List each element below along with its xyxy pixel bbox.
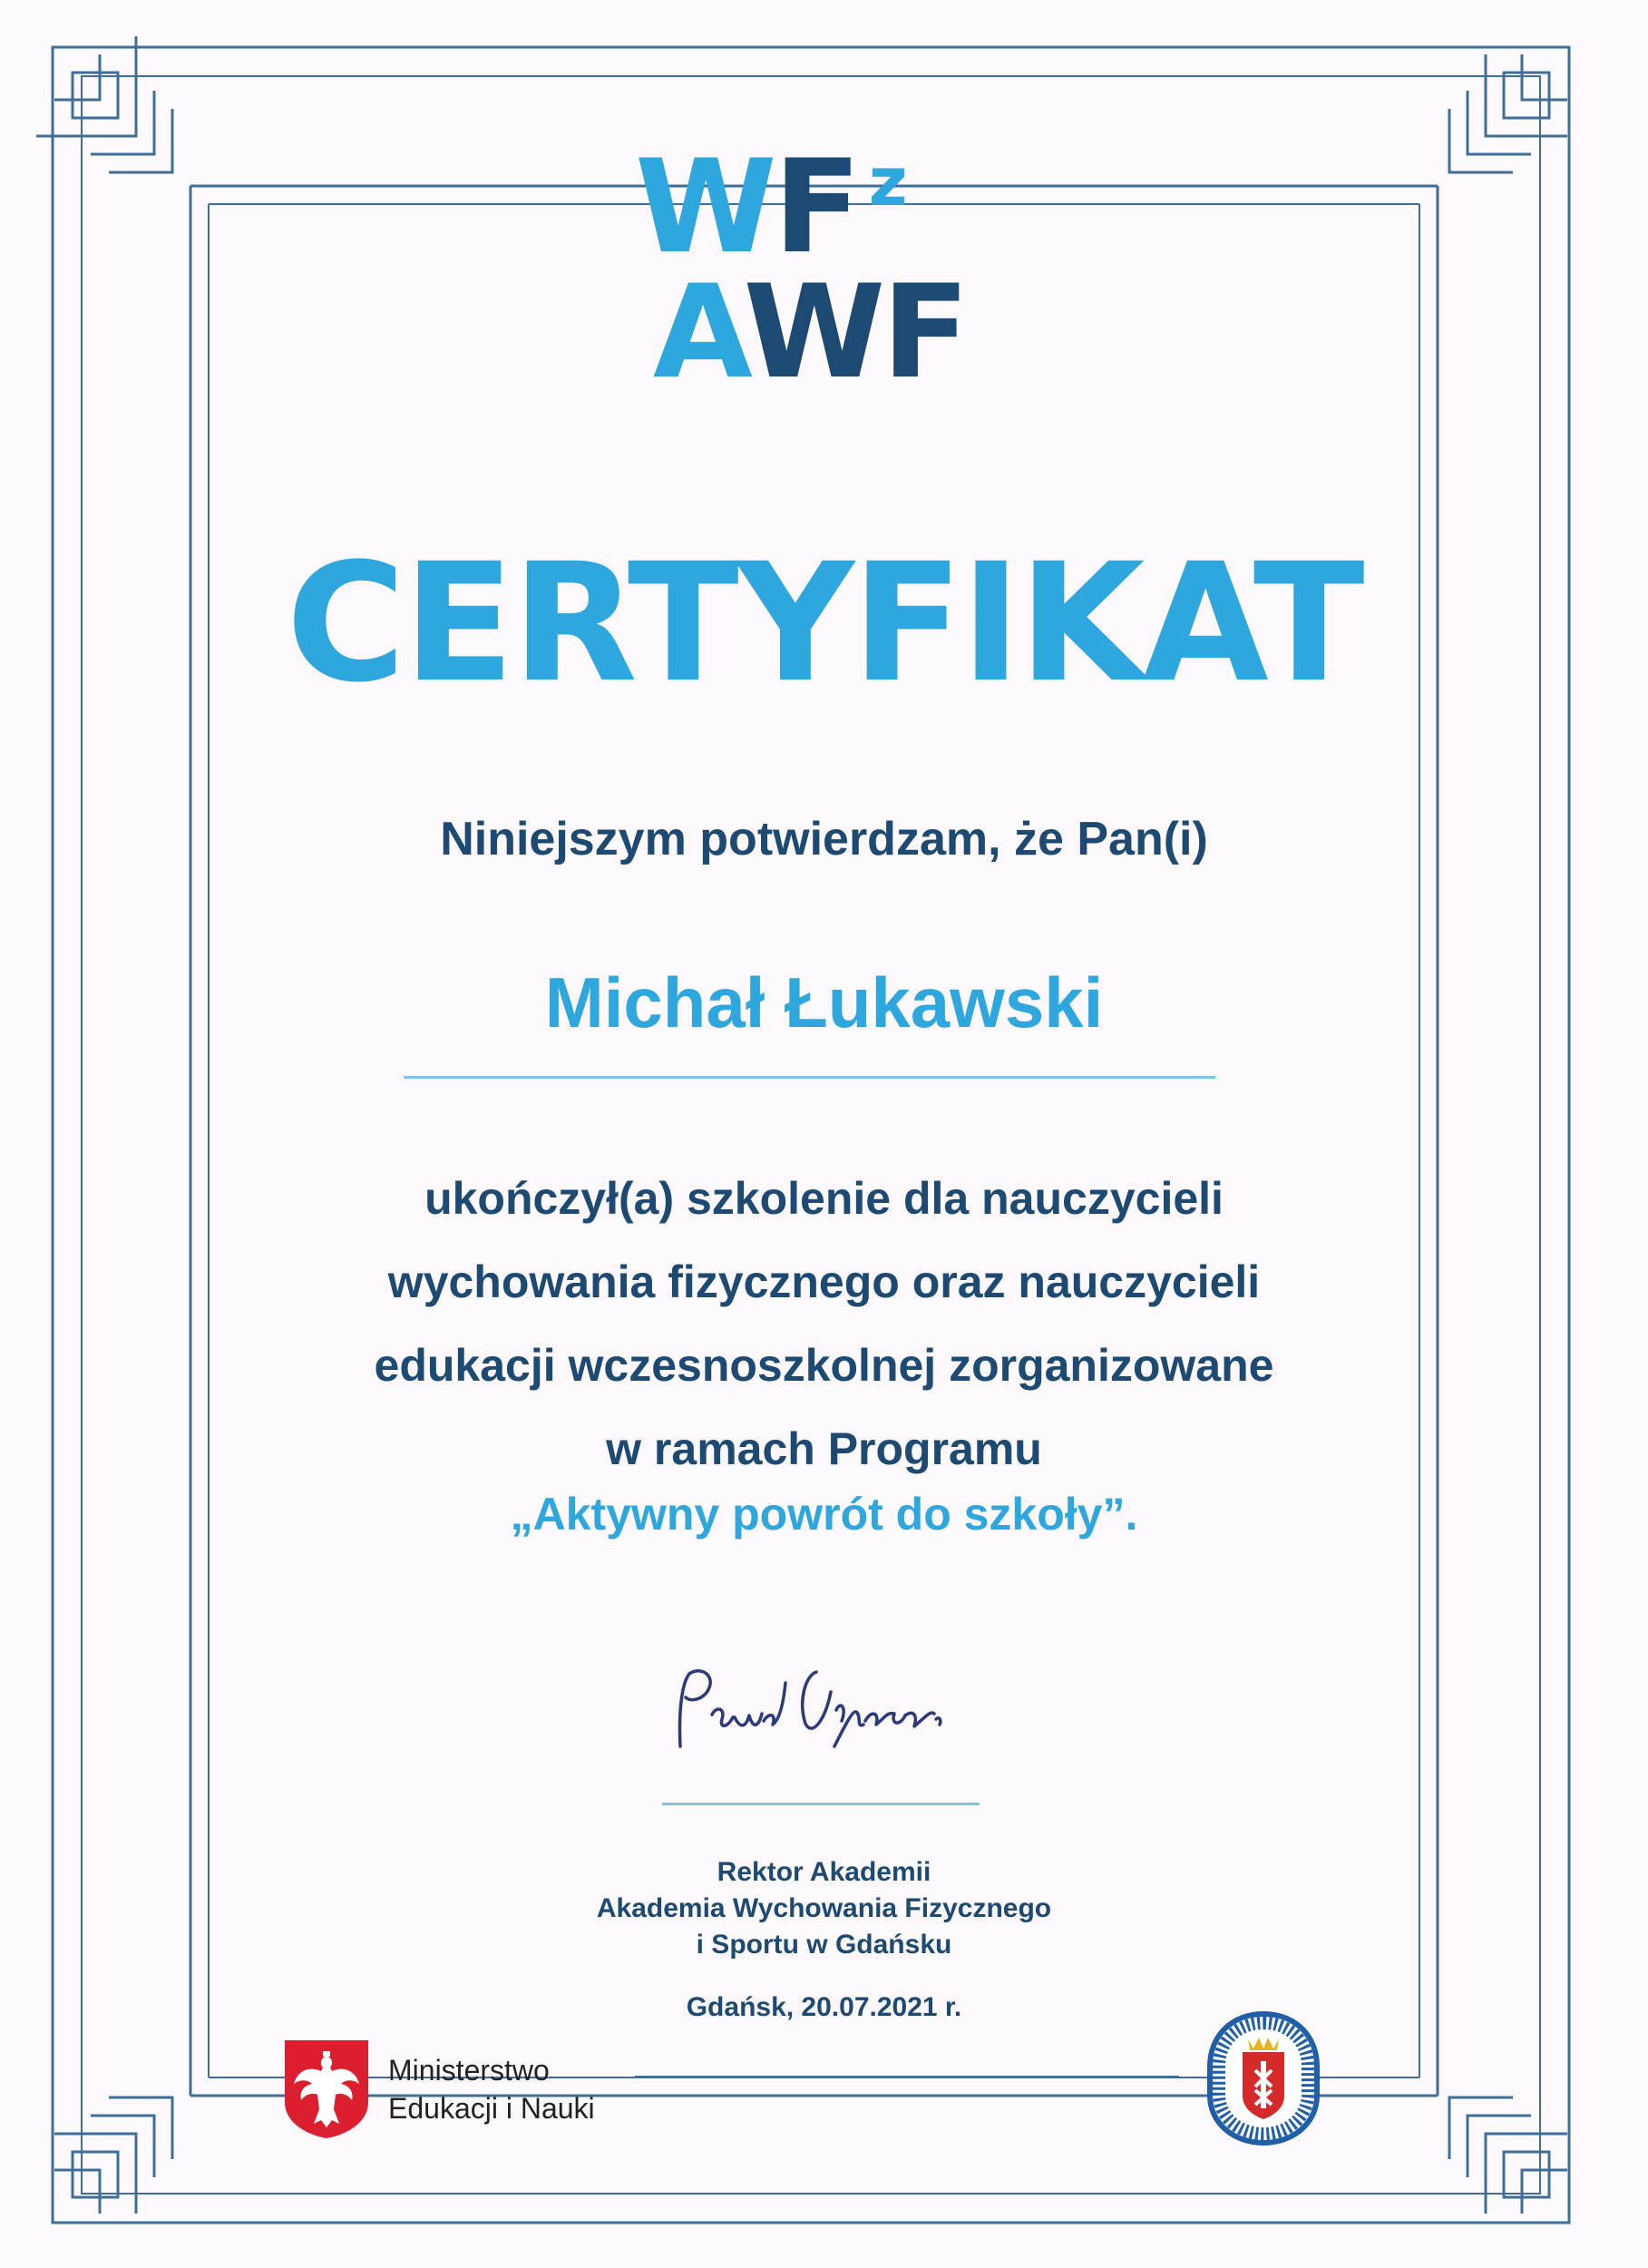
bottom-divider <box>635 2076 1179 2078</box>
logo-letter: F <box>773 132 858 282</box>
handwritten-signature <box>662 1637 980 1774</box>
signatory-institution: i Sportu w Gdańsku <box>696 1930 952 1960</box>
recipient-name: Michał Łukawski <box>544 963 1104 1042</box>
body-line: w ramach Programu <box>606 1423 1042 1474</box>
logo-letter: F <box>882 258 967 407</box>
logo-letter: A <box>653 258 744 407</box>
certificate-body <box>0 1157 1648 1491</box>
body-line: edukacji wczesnoszkolnej zorganizowane <box>374 1340 1274 1391</box>
logo-letter: W <box>635 132 774 282</box>
logo-letter: W <box>743 258 883 407</box>
program-name: „Aktywny powrót do szkoły”. <box>510 1489 1138 1540</box>
signatory-institution: Akademia Wychowania Fizycznego <box>596 1893 1052 1923</box>
place-and-date: Gdańsk, 20.07.2021 r. <box>686 1992 962 2022</box>
logo-letter: z <box>868 143 908 221</box>
signature-line <box>662 1803 980 1805</box>
certificate-intro: Niniejszym potwierdzam, że Pan(i) <box>440 813 1208 865</box>
body-line: ukończył(a) szkolenie dla nauczycieli <box>424 1173 1224 1224</box>
ministry-name: Ministerstwo <box>388 2054 550 2087</box>
name-underline <box>404 1076 1215 1079</box>
wfzawf-logo-line-1 <box>635 132 908 282</box>
awf-gdansk-seal-icon <box>1204 2010 1322 2146</box>
body-line: wychowania fizycznego oraz nauczycieli <box>387 1256 1261 1307</box>
wfzawf-logo-line-2 <box>653 258 967 407</box>
signatory-title: Rektor Akademii <box>717 1857 931 1887</box>
polish-eagle-emblem-icon <box>281 2037 372 2141</box>
certificate-title: CERTYFIKAT <box>286 529 1362 719</box>
ministry-name: Edukacji i Nauki <box>388 2092 595 2125</box>
